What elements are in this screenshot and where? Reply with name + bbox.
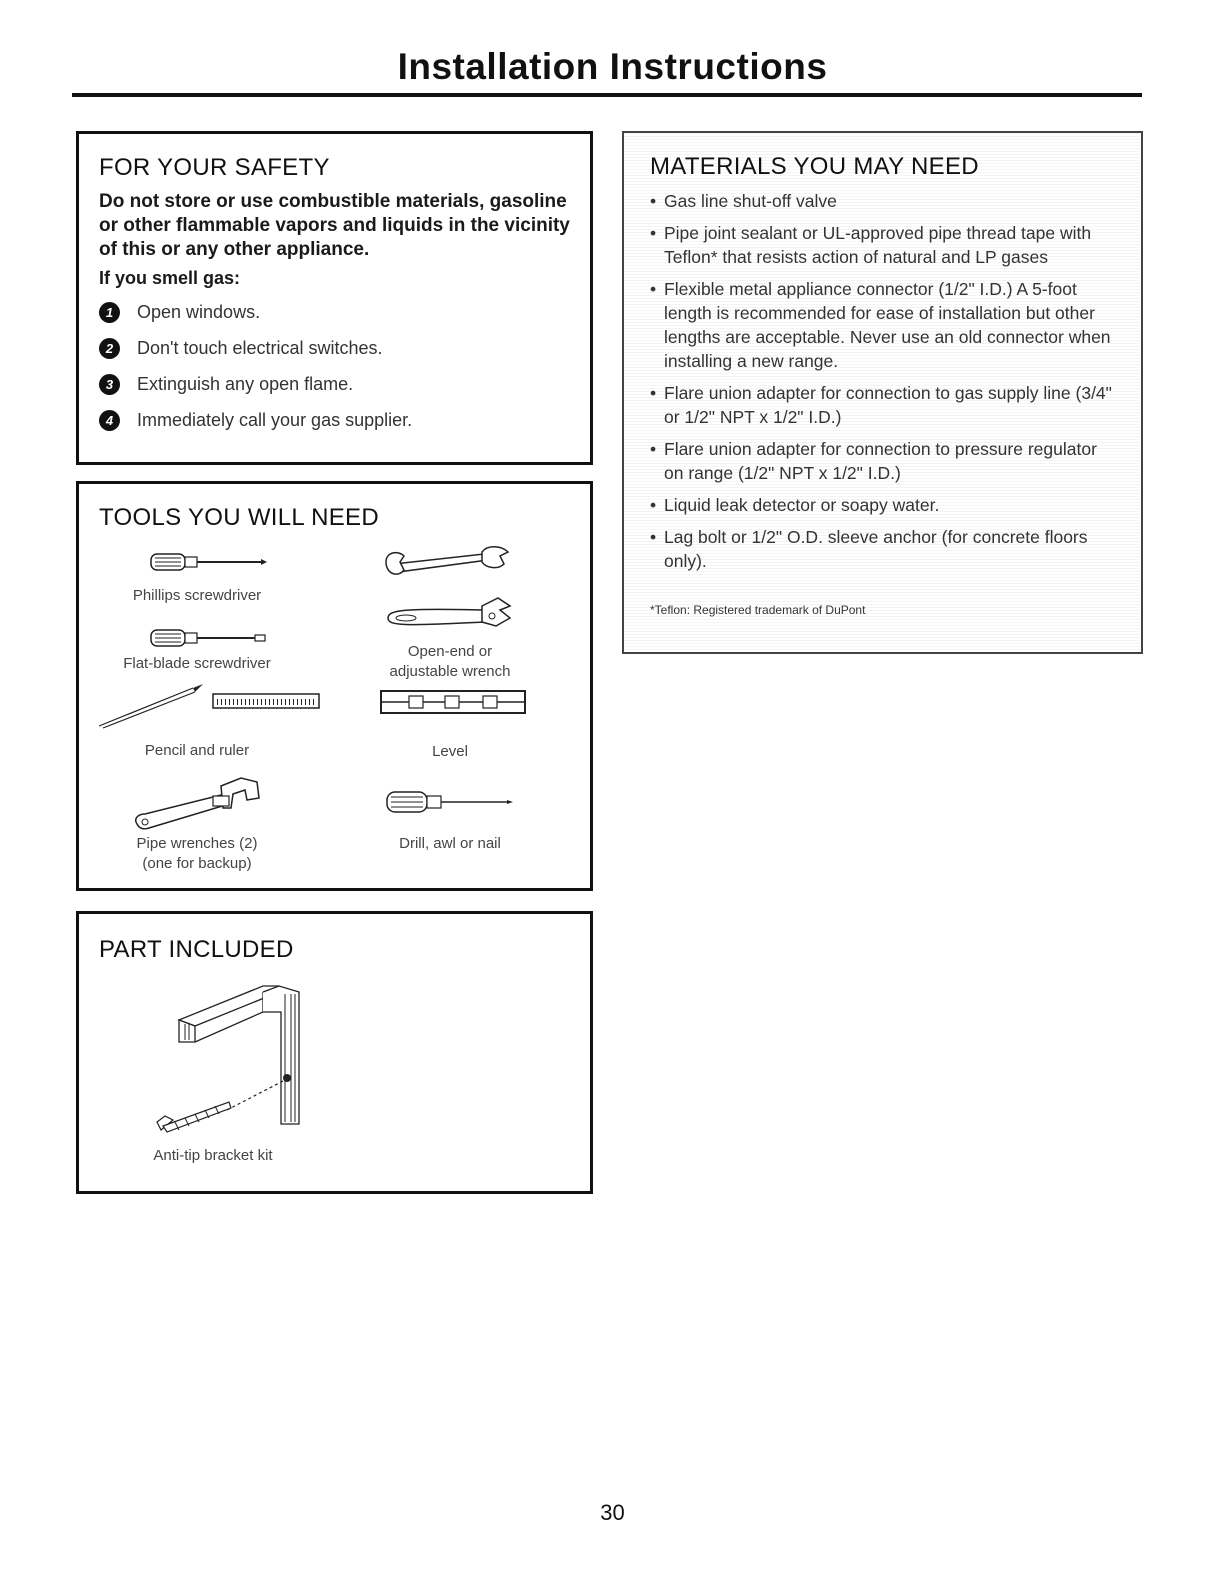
part-item-label: Anti-tip bracket kit [153, 1147, 273, 1164]
materials-list-item: • Flexible metal appliance connector (1/2" I.D.) A 5-foot length is recommended for ease of installation but other lengths are acceptable. Never use an old connector when installing a new range. [650, 277, 1120, 373]
materials-list-item: • Flare union adapter for connection to pressure regulator on range (1/2" NPT x 1/2" I.D.) [650, 437, 1120, 485]
materials-heading: MATERIALS YOU MAY NEED [650, 153, 979, 180]
materials-list-item: • Lag bolt or 1/2" O.D. sleeve anchor (for concrete floors only). [650, 525, 1120, 573]
tool-label: Pipe wrenches (2) [136, 835, 258, 852]
part-box [76, 911, 593, 1194]
step-text: Extinguish any open flame. [137, 374, 354, 394]
tool-label: Open-end or [407, 643, 493, 660]
step-text: Open windows. [137, 302, 261, 322]
pipe-wrench-icon [133, 774, 265, 834]
anti-tip-bracket-icon [149, 984, 309, 1134]
flat-blade-screwdriver-icon [149, 624, 269, 652]
level-icon [379, 689, 527, 717]
tool-label: Flat-blade screwdriver [123, 655, 271, 672]
step-number-icon: 3 [99, 374, 120, 395]
tool-label: Drill, awl or nail [399, 835, 501, 852]
materials-box [622, 131, 1143, 654]
pencil-ruler-icon [97, 682, 323, 732]
materials-list-item: • Gas line shut-off valve [650, 189, 1120, 213]
safety-heading: FOR YOUR SAFETY [99, 154, 330, 181]
tool-label: Level [432, 743, 468, 760]
awl-icon [385, 788, 515, 816]
materials-list-item: • Flare union adapter for connection to gas supply line (3/4" or 1/2" NPT x 1/2" I.D.) [650, 381, 1120, 429]
tool-label-line2: adjustable wrench [389, 663, 511, 680]
page-number: 30 [600, 1500, 625, 1525]
tool-label: Phillips screwdriver [132, 587, 262, 604]
step-number-icon: 1 [99, 302, 120, 323]
safety-box [76, 131, 593, 465]
smell-gas-label: If you smell gas: [99, 268, 241, 288]
step-text: Don't touch electrical switches. [137, 338, 383, 358]
tools-heading: TOOLS YOU WILL NEED [99, 504, 380, 531]
safety-step [99, 338, 383, 359]
materials-list-item: • Liquid leak detector or soapy water. [650, 493, 1120, 517]
materials-list [650, 189, 1120, 581]
title-divider [72, 93, 1142, 97]
step-text: Immediately call your gas supplier. [137, 410, 413, 430]
tool-label: Pencil and ruler [144, 742, 250, 759]
materials-list-item: • Pipe joint sealant or UL-approved pipe thread tape with Teflon* that resists action of natural and LP gases [650, 221, 1120, 269]
safety-step [99, 374, 353, 395]
step-number-icon: 2 [99, 338, 120, 359]
page-title: Installation Instructions [397, 46, 828, 87]
safety-step [99, 302, 260, 323]
step-number-icon: 4 [99, 410, 120, 431]
open-end-wrench-icon [384, 544, 516, 584]
safety-warning: Do not store or use combustible materials, gasoline or other flammable vapors and liquids in the vicinity of this or any other appliance. [99, 191, 570, 260]
tools-box [76, 481, 593, 891]
safety-step [99, 410, 412, 431]
tool-label-line2: (one for backup) [142, 855, 252, 872]
adjustable-wrench-icon [384, 596, 516, 632]
part-heading: PART INCLUDED [99, 936, 294, 963]
phillips-screwdriver-icon [149, 548, 269, 576]
materials-footnote: *Teflon: Registered trademark of DuPont [650, 603, 866, 617]
